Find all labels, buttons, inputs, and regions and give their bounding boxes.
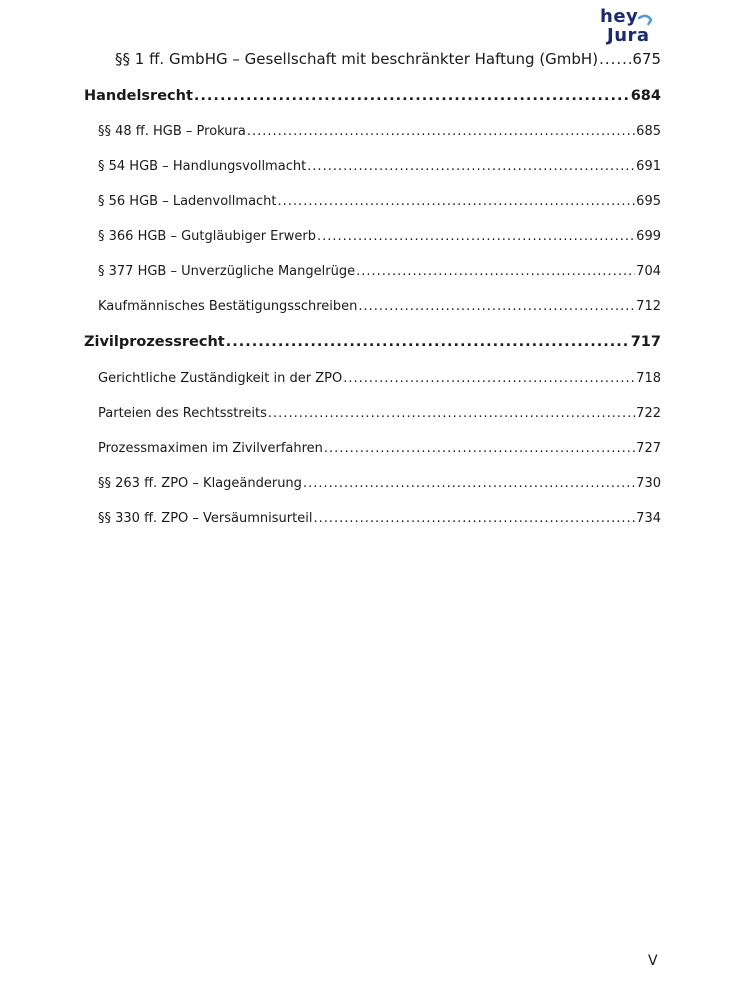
toc-entry-title: §§ 1 ff. GmbHG – Gesellschaft mit beschränkter Haftung (GmbH) xyxy=(115,50,599,68)
toc-leader-dots xyxy=(313,511,635,526)
toc-entry-title: §§ 48 ff. HGB – Prokura xyxy=(98,124,246,139)
toc-section-title: Handelsrecht xyxy=(84,88,193,104)
toc-entry-page: 695 xyxy=(636,194,661,209)
toc-section-page: 717 xyxy=(630,334,661,350)
toc-section-page: 684 xyxy=(630,88,661,104)
toc-entry-gmbhg[interactable] xyxy=(115,50,661,70)
toc-leader-dots xyxy=(599,50,631,68)
toc-leader-dots xyxy=(317,229,635,244)
toc-entry-zustaendigkeit[interactable] xyxy=(98,371,661,391)
toc-entry-title: Prozessmaximen im Zivilverfahren xyxy=(98,441,323,456)
page-number: V xyxy=(648,953,658,969)
toc-entry-title: Kaufmännisches Bestätigungsschreiben xyxy=(98,299,358,314)
toc-entry-parteien[interactable] xyxy=(98,406,661,426)
toc-leader-dots xyxy=(324,441,635,456)
logo-text-jura: Jura xyxy=(607,25,650,46)
toc-leader-dots xyxy=(194,88,630,104)
toc-leader-dots xyxy=(278,194,636,209)
toc-entry-title: Gerichtliche Zuständigkeit in der ZPO xyxy=(98,371,343,386)
toc-entry-prokura[interactable] xyxy=(98,124,661,144)
toc-entry-page: 704 xyxy=(636,264,661,279)
toc-section-title: Zivilprozessrecht xyxy=(84,334,225,350)
toc-entry-mangelruege[interactable] xyxy=(98,264,661,284)
toc-entry-page: 722 xyxy=(636,406,661,421)
toc-entry-versaeumnisurteil[interactable] xyxy=(98,511,661,531)
toc-entry-page: 691 xyxy=(636,159,661,174)
toc-entry-title: §§ 263 ff. ZPO – Klageänderung xyxy=(98,476,302,491)
toc-entry-title: § 54 HGB – Handlungsvollmacht xyxy=(98,159,307,174)
toc-leader-dots xyxy=(358,299,635,314)
toc-entry-page: 675 xyxy=(632,50,661,68)
toc-section-zivilprozessrecht[interactable] xyxy=(84,334,661,354)
toc-entry-ladenvollmacht[interactable] xyxy=(98,194,661,214)
toc-leader-dots xyxy=(247,124,635,139)
toc-leader-dots xyxy=(307,159,635,174)
toc-entry-prozessmaximen[interactable] xyxy=(98,441,661,461)
toc-leader-dots xyxy=(343,371,635,386)
toc-entry-title: § 56 HGB – Ladenvollmacht xyxy=(98,194,277,209)
toc-entry-title: § 366 HGB – Gutgläubiger Erwerb xyxy=(98,229,316,244)
toc-entry-page: 727 xyxy=(636,441,661,456)
toc-entry-title: § 377 HGB – Unverzügliche Mangelrüge xyxy=(98,264,356,279)
toc-entry-handlungsvollmacht[interactable] xyxy=(98,159,661,179)
toc-leader-dots xyxy=(268,406,635,421)
toc-entry-gutglaeubiger-erwerb[interactable] xyxy=(98,229,661,249)
toc-entry-page: 712 xyxy=(636,299,661,314)
toc-entry-title: §§ 330 ff. ZPO – Versäumnisurteil xyxy=(98,511,313,526)
toc-entry-page: 718 xyxy=(636,371,661,386)
logo-text-hey: hey xyxy=(600,6,639,27)
toc-section-handelsrecht[interactable] xyxy=(84,88,661,108)
toc-leader-dots xyxy=(226,334,630,350)
toc-entry-page: 734 xyxy=(636,511,661,526)
toc-entry-page: 699 xyxy=(636,229,661,244)
hey-jura-logo xyxy=(597,6,663,46)
toc-leader-dots xyxy=(303,476,635,491)
toc-entry-page: 730 xyxy=(636,476,661,491)
toc-entry-bestaetigungsschreiben[interactable] xyxy=(98,299,661,319)
toc-entry-title: Parteien des Rechtsstreits xyxy=(98,406,267,421)
toc-entry-klageaenderung[interactable] xyxy=(98,476,661,496)
toc-entry-page: 685 xyxy=(636,124,661,139)
toc-leader-dots xyxy=(356,264,635,279)
